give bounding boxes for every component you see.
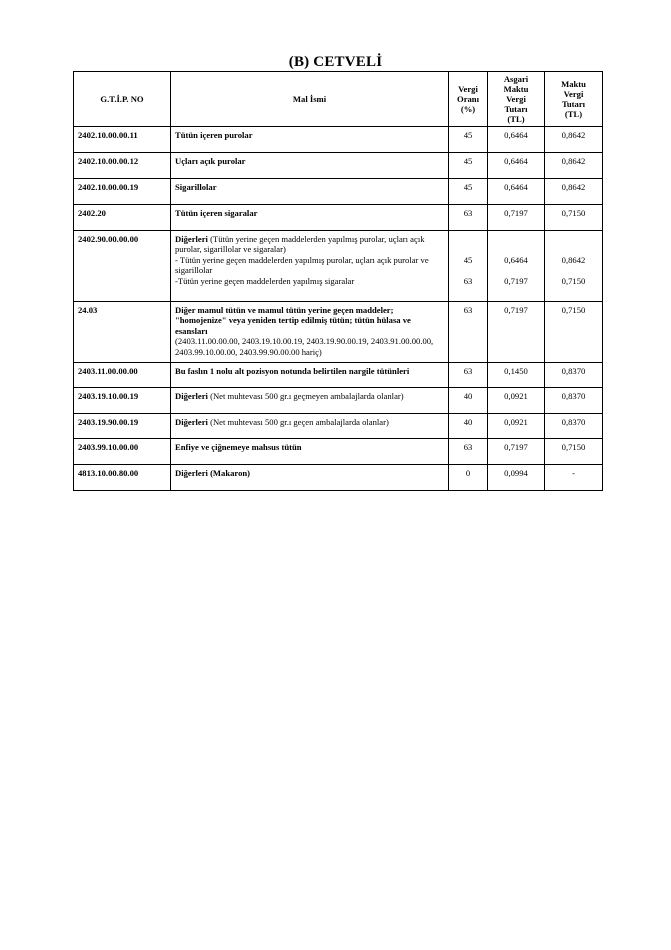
gtip-code: 2402.90.00.00.00	[74, 231, 171, 302]
vergi-orani: 63	[449, 205, 488, 231]
table-row	[74, 205, 603, 231]
maktu-tutar: 0,8642	[545, 179, 603, 205]
asgari-tutar: 0,6464 0,7197	[488, 231, 545, 302]
header-vergi-orani: Vergi Oranı (%)	[449, 72, 488, 127]
table-row	[74, 439, 603, 465]
mal-ismi: Uçları açık purolar	[171, 153, 449, 179]
gtip-code: 2402.10.00.00.11	[74, 127, 171, 153]
table-row	[74, 414, 603, 439]
header-mal-ismi: Mal İsmi	[171, 72, 449, 127]
gtip-code: 2403.99.10.00.00	[74, 439, 171, 465]
gtip-code: 4813.10.00.80.00	[74, 465, 171, 491]
asgari-tutar: 0,7197	[488, 302, 545, 363]
vergi-orani: 63	[449, 439, 488, 465]
mal-ismi: Enfiye ve çiğnemeye mahsus tütün	[171, 439, 449, 465]
table-row	[74, 179, 603, 205]
asgari-tutar: 0,6464	[488, 179, 545, 205]
vergi-orani: 45	[449, 179, 488, 205]
header-maktu-vergi: Maktu Vergi Tutarı (TL)	[545, 72, 603, 127]
table-row	[74, 153, 603, 179]
maktu-tutar: 0,7150	[545, 205, 603, 231]
asgari-tutar: 0,1450	[488, 363, 545, 388]
asgari-tutar: 0,0994	[488, 465, 545, 491]
maktu-tutar: 0,8642	[545, 153, 603, 179]
vergi-orani: 45	[449, 127, 488, 153]
vergi-orani: 63	[449, 302, 488, 363]
maktu-tutar: -	[545, 465, 603, 491]
gtip-code: 24.03	[74, 302, 171, 363]
gtip-code: 2403.19.90.00.19	[74, 414, 171, 439]
page-title: (B) CETVELİ	[288, 54, 383, 70]
mal-ismi: Sigarillolar	[171, 179, 449, 205]
asgari-tutar: 0,6464	[488, 153, 545, 179]
vergi-orani: 63	[449, 363, 488, 388]
maktu-tutar: 0,8370	[545, 414, 603, 439]
table-row	[74, 388, 603, 414]
table-row	[74, 465, 603, 491]
asgari-tutar: 0,7197	[488, 205, 545, 231]
vergi-orani: 45	[449, 153, 488, 179]
gtip-code: 2402.20	[74, 205, 171, 231]
gtip-code: 2402.10.00.00.12	[74, 153, 171, 179]
gtip-code: 2403.11.00.00.00	[74, 363, 171, 388]
tax-schedule-table	[73, 71, 603, 491]
maktu-tutar: 0,8370	[545, 388, 603, 414]
mal-ismi: Tütün içeren purolar	[171, 127, 449, 153]
maktu-tutar: 0,7150	[545, 439, 603, 465]
gtip-code: 2403.19.10.00.19	[74, 388, 171, 414]
vergi-orani: 40	[449, 414, 488, 439]
mal-ismi: Diğerleri (Makaron)	[171, 465, 449, 491]
vergi-orani: 40	[449, 388, 488, 414]
table-row	[74, 363, 603, 388]
gtip-code: 2402.10.00.00.19	[74, 179, 171, 205]
vergi-orani: 0	[449, 465, 488, 491]
maktu-tutar: 0,8370	[545, 363, 603, 388]
mal-ismi: Tütün içeren sigaralar	[171, 205, 449, 231]
vergi-orani: 45 63	[449, 231, 488, 302]
asgari-tutar: 0,6464	[488, 127, 545, 153]
mal-ismi: Bu faslın 1 nolu alt pozisyon notunda belirtilen nargile tütünleri	[171, 363, 449, 388]
table-row	[74, 302, 603, 363]
mal-ismi: Diğerleri (Tütün yerine geçen maddelerden yapılmış purolar, uçları açık purolar, sigarillolar ve sigaralar) - Tütün yerine geçen maddelerden yapılmış purolar, uçları açık purolar ve sigarillolar -Tütün yerine geçen maddelerden yapılmış sigaralar	[171, 231, 449, 302]
asgari-tutar: 0,0921	[488, 414, 545, 439]
maktu-tutar: 0,8642	[545, 127, 603, 153]
mal-ismi: Diğerleri (Net muhtevası 500 gr.ı geçmeyen ambalajlarda olanlar)	[171, 388, 449, 414]
maktu-tutar: 0,8642 0,7150	[545, 231, 603, 302]
maktu-tutar: 0,7150	[545, 302, 603, 363]
header-asgari-maktu: Asgari Maktu Vergi Tutarı (TL)	[488, 72, 545, 127]
mal-ismi: Diğerleri (Net muhtevası 500 gr.ı geçen ambalajlarda olanlar)	[171, 414, 449, 439]
table-row	[74, 127, 603, 153]
table-row	[74, 231, 603, 302]
header-gtip: G.T.İ.P. NO	[74, 72, 171, 127]
asgari-tutar: 0,0921	[488, 388, 545, 414]
mal-ismi: Diğer mamul tütün ve mamul tütün yerine geçen maddeler; "homojenize" veya yeniden tertip edilmiş tütün; tütün hülasa ve esansları (2403.11.00.00.00, 2403.19.10.00.19, 2403.19.90.00.19, 2403.91.00.00.00, 2403.99.10.00.00, 2403.99.90.00.00 hariç)	[171, 302, 449, 363]
asgari-tutar: 0,7197	[488, 439, 545, 465]
table-header-row	[74, 72, 603, 127]
